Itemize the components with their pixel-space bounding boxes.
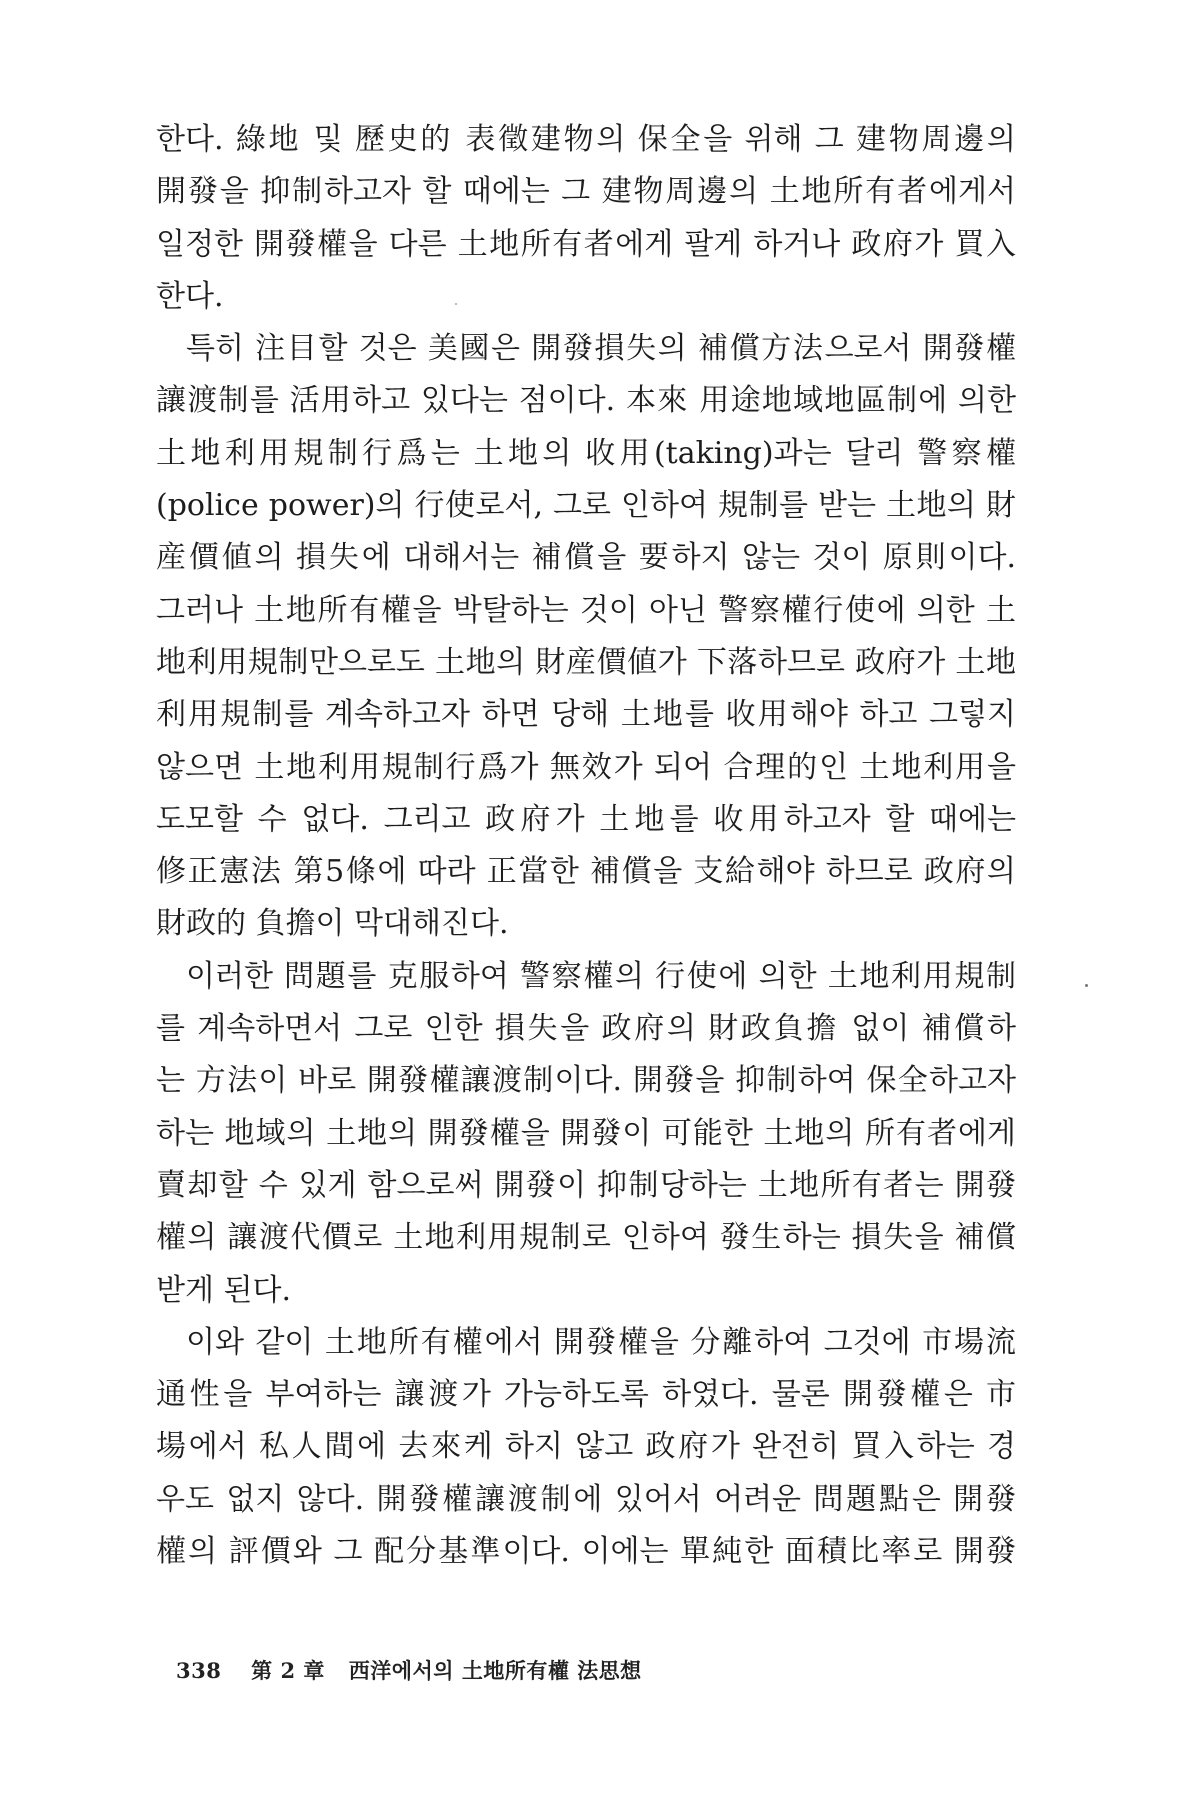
text-line: 財政的 負擔이 막대해진다. bbox=[156, 906, 509, 942]
page-number: 338 bbox=[176, 1658, 222, 1683]
text-line: 讓渡制를 活用하고 있다는 점이다. 本來 用途地域地區制에 의한 bbox=[156, 383, 1016, 419]
text-line: 우도 없지 않다. 開發權讓渡制에 있어서 어려운 問題點은 開發 bbox=[156, 1481, 1016, 1517]
text-line: 를 계속하면서 그로 인한 損失을 政府의 財政負擔 없이 補償하 bbox=[156, 1011, 1016, 1047]
text-line: 는 方法이 바로 開發權讓渡制이다. 開發을 抑制하여 保全하고자 bbox=[156, 1063, 1016, 1099]
text-line: 賣却할 수 있게 함으로써 開發이 抑制당하는 土地所有者는 開發 bbox=[156, 1167, 1016, 1203]
text-line: 修正憲法 第5條에 따라 正當한 補償을 支給해야 하므로 政府의 bbox=[156, 854, 1016, 890]
text-line: 開發을 抑制하고자 할 때에는 그 建物周邊의 土地所有者에게서 bbox=[156, 174, 1016, 210]
running-title: 西洋에서의 土地所有權 法思想 bbox=[348, 1658, 642, 1683]
text-line: 産價値의 損失에 대해서는 補償을 要하지 않는 것이 原則이다. bbox=[156, 540, 1016, 576]
text-line: 이와 같이 土地所有權에서 開發權을 分離하여 그것에 市場流 bbox=[186, 1324, 1016, 1360]
text-line: 않으면 土地利用規制行爲가 無效가 되어 合理的인 土地利用을 bbox=[156, 749, 1016, 785]
text-line: 利用規制를 계속하고자 하면 당해 土地를 收用해야 하고 그렇지 bbox=[156, 697, 1016, 733]
text-line: 한다. bbox=[156, 278, 224, 314]
text-line: 도모할 수 없다. 그리고 政府가 土地를 收用하고자 할 때에는 bbox=[156, 801, 1016, 837]
text-line: 權의 評價와 그 配分基準이다. 이에는 單純한 面積比率로 開發 bbox=[156, 1534, 1016, 1570]
chapter-label: 第 2 章 bbox=[251, 1658, 325, 1683]
body-text bbox=[156, 114, 1016, 1578]
text-line: (police power)의 行使로서, 그로 인하여 規制를 받는 土地의 財 bbox=[156, 488, 1016, 524]
scan-speck bbox=[1085, 984, 1088, 987]
text-line: 받게 된다. bbox=[156, 1272, 291, 1308]
text-line: 특히 注目할 것은 美國은 開發損失의 補償方法으로서 開發權 bbox=[186, 331, 1016, 367]
text-line: 일정한 開發權을 다른 土地所有者에게 팔게 하거나 政府가 買入 bbox=[156, 226, 1016, 262]
text-line: 그러나 土地所有權을 박탈하는 것이 아닌 警察權行使에 의한 土 bbox=[156, 592, 1016, 628]
text-line: 이러한 問題를 克服하여 警察權의 行使에 의한 土地利用規制 bbox=[186, 958, 1016, 994]
text-line: 地利用規制만으로도 土地의 財産價値가 下落하므로 政府가 土地 bbox=[156, 644, 1016, 680]
text-line: 通性을 부여하는 讓渡가 가능하도록 하였다. 물론 開發權은 市 bbox=[156, 1377, 1016, 1413]
text-line: 한다. 綠地 및 歷史的 表徵建物의 保全을 위해 그 建物周邊의 bbox=[156, 122, 1016, 157]
text-line: 場에서 私人間에 去來케 하지 않고 政府가 완전히 買入하는 경 bbox=[156, 1429, 1016, 1465]
text-line: 土地利用規制行爲는 土地의 收用(taking)과는 달리 警察權 bbox=[156, 435, 1016, 471]
page-footer bbox=[176, 1655, 642, 1685]
text-line: 하는 地域의 土地의 開發權을 開發이 可能한 土地의 所有者에게 bbox=[156, 1115, 1016, 1151]
text-line: 權의 讓渡代價로 土地利用規制로 인하여 發生하는 損失을 補償 bbox=[156, 1220, 1016, 1256]
scan-speck bbox=[455, 303, 457, 305]
